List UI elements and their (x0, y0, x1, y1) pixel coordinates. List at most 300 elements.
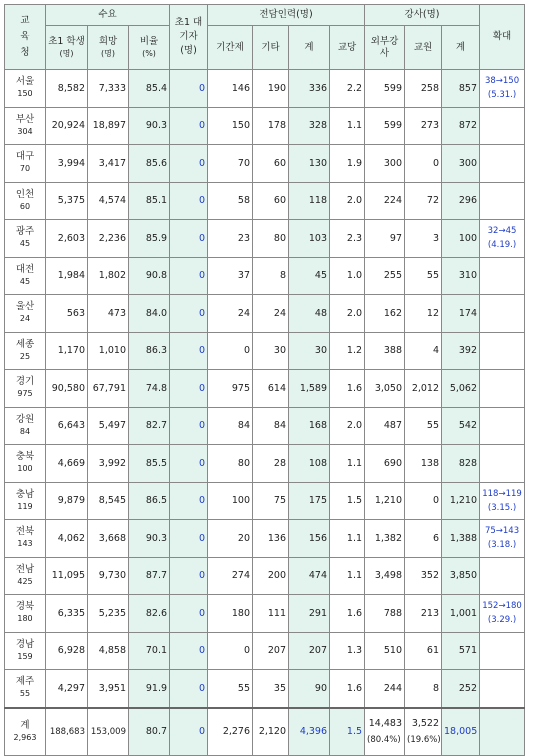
cell-other: 35 (253, 670, 289, 708)
table-row (5, 182, 525, 220)
region-school-count: 45 (19, 276, 31, 286)
total-teacher-value: 3,522 (411, 718, 440, 729)
cell-perschool: 1.0 (330, 257, 365, 295)
cell-hope: 473 (88, 295, 129, 333)
header-hope-label: 희망 (98, 35, 118, 47)
total-external (365, 708, 405, 756)
cell-ratio: 82.6 (129, 595, 170, 633)
header-region: 교육청 (5, 5, 46, 70)
region-name: 광주 (15, 226, 35, 238)
total-external-pct: (80.4%) (367, 735, 401, 745)
cell-lsum: 542 (442, 407, 480, 445)
cell-expand (480, 370, 525, 408)
region-school-count: 60 (19, 201, 31, 211)
cell-other: 207 (253, 632, 289, 670)
cell-ratio: 91.9 (129, 670, 170, 708)
cell-other: 24 (253, 295, 289, 333)
cell-students: 4,062 (46, 520, 88, 558)
cell-lsum: 828 (442, 445, 480, 483)
cell-teacher: 138 (405, 445, 442, 483)
cell-other: 136 (253, 520, 289, 558)
cell-hope: 3,417 (88, 145, 129, 183)
region-school-count: 143 (17, 539, 33, 549)
cell-students: 6,643 (46, 407, 88, 445)
region-cell (5, 182, 46, 220)
cell-sum: 336 (289, 70, 330, 108)
header-ratio-unit: (%) (142, 48, 156, 58)
cell-other: 8 (253, 257, 289, 295)
table-row (5, 370, 525, 408)
cell-fixed: 146 (208, 70, 253, 108)
header-lecturer: 강사(명) (365, 5, 480, 26)
cell-fixed: 20 (208, 520, 253, 558)
cell-expand (480, 670, 525, 708)
cell-other: 178 (253, 107, 289, 145)
region-name: 대구 (15, 151, 35, 163)
cell-waiting: 0 (170, 257, 208, 295)
cell-ratio: 85.9 (129, 220, 170, 258)
cell-waiting: 0 (170, 407, 208, 445)
cell-waiting: 0 (170, 632, 208, 670)
cell-external: 244 (365, 670, 405, 708)
cell-teacher: 55 (405, 407, 442, 445)
cell-teacher: 61 (405, 632, 442, 670)
region-cell (5, 595, 46, 633)
header-demand: 수요 (46, 5, 170, 26)
expand-range: 75→143 (484, 526, 520, 537)
cell-sum: 175 (289, 482, 330, 520)
cell-external: 300 (365, 145, 405, 183)
region-name: 부산 (15, 113, 35, 125)
cell-ratio: 86.3 (129, 332, 170, 370)
cell-ratio: 90.3 (129, 520, 170, 558)
region-school-count: 84 (19, 426, 31, 436)
cell-external: 1,382 (365, 520, 405, 558)
cell-teacher: 273 (405, 107, 442, 145)
total-waiting: 0 (170, 708, 208, 756)
header-expand: 확대 (480, 5, 525, 70)
cell-students: 563 (46, 295, 88, 333)
header-hope (88, 26, 129, 70)
cell-waiting: 0 (170, 182, 208, 220)
cell-ratio: 86.5 (129, 482, 170, 520)
cell-expand (480, 482, 525, 520)
cell-ratio: 87.7 (129, 557, 170, 595)
table-row (5, 407, 525, 445)
region-school-count: 150 (17, 89, 33, 99)
cell-students: 20,924 (46, 107, 88, 145)
cell-waiting: 0 (170, 445, 208, 483)
cell-external: 788 (365, 595, 405, 633)
cell-lsum: 857 (442, 70, 480, 108)
cell-lsum: 174 (442, 295, 480, 333)
cell-teacher: 4 (405, 332, 442, 370)
cell-other: 60 (253, 145, 289, 183)
cell-lsum: 1,210 (442, 482, 480, 520)
cell-other: 30 (253, 332, 289, 370)
region-name: 제주 (15, 676, 35, 688)
region-cell (5, 145, 46, 183)
cell-fixed: 80 (208, 445, 253, 483)
expand-range: 38→150 (484, 76, 520, 87)
expand-range: 32→45 (487, 226, 517, 237)
cell-sum: 207 (289, 632, 330, 670)
region-school-count: 159 (17, 651, 33, 661)
header-hope-unit: (명) (101, 48, 115, 58)
region-cell (5, 482, 46, 520)
cell-hope: 1,010 (88, 332, 129, 370)
cell-teacher: 3 (405, 220, 442, 258)
region-name: 인천 (15, 188, 35, 200)
cell-hope: 3,668 (88, 520, 129, 558)
region-school-count: 25 (19, 351, 31, 361)
table-row (5, 145, 525, 183)
table-row (5, 257, 525, 295)
cell-students: 4,297 (46, 670, 88, 708)
expand-date: (5.31.) (487, 90, 517, 101)
expand-range: 152→180 (482, 601, 522, 612)
cell-perschool: 1.1 (330, 107, 365, 145)
cell-perschool: 2.0 (330, 182, 365, 220)
cell-fixed: 180 (208, 595, 253, 633)
cell-sum: 130 (289, 145, 330, 183)
table-row (5, 520, 525, 558)
cell-hope: 67,791 (88, 370, 129, 408)
cell-hope: 1,802 (88, 257, 129, 295)
header-staff: 전담인력(명) (208, 5, 365, 26)
cell-ratio: 90.8 (129, 257, 170, 295)
cell-waiting: 0 (170, 70, 208, 108)
cell-students: 1,984 (46, 257, 88, 295)
cell-fixed: 150 (208, 107, 253, 145)
cell-teacher: 258 (405, 70, 442, 108)
total-region-cell (5, 708, 46, 756)
cell-external: 3,050 (365, 370, 405, 408)
cell-fixed: 975 (208, 370, 253, 408)
cell-hope: 4,574 (88, 182, 129, 220)
table-row (5, 107, 525, 145)
cell-sum: 156 (289, 520, 330, 558)
cell-external: 510 (365, 632, 405, 670)
cell-expand (480, 407, 525, 445)
cell-lsum: 392 (442, 332, 480, 370)
cell-expand (480, 107, 525, 145)
cell-teacher: 72 (405, 182, 442, 220)
total-per-school: 1.5 (330, 708, 365, 756)
header-first-grade-unit: (명) (59, 48, 74, 58)
region-name: 대전 (15, 263, 35, 275)
cell-fixed: 100 (208, 482, 253, 520)
cell-expand (480, 295, 525, 333)
cell-fixed: 55 (208, 670, 253, 708)
cell-waiting: 0 (170, 370, 208, 408)
total-school-count: 2,963 (13, 732, 37, 742)
cell-fixed: 37 (208, 257, 253, 295)
cell-fixed: 274 (208, 557, 253, 595)
header-waiting-label: 초1 대기자 (174, 17, 203, 42)
cell-other: 190 (253, 70, 289, 108)
cell-external: 487 (365, 407, 405, 445)
cell-external: 1,210 (365, 482, 405, 520)
cell-lsum: 5,062 (442, 370, 480, 408)
cell-hope: 2,236 (88, 220, 129, 258)
region-name: 전북 (15, 526, 35, 538)
region-cell (5, 632, 46, 670)
region-cell (5, 295, 46, 333)
cell-perschool: 1.1 (330, 557, 365, 595)
header-teacher: 교원 (405, 26, 442, 70)
cell-fixed: 0 (208, 632, 253, 670)
expand-date: (4.19.) (487, 240, 517, 251)
cell-students: 2,603 (46, 220, 88, 258)
total-ratio: 80.7 (129, 708, 170, 756)
cell-perschool: 1.5 (330, 482, 365, 520)
total-hope: 153,009 (88, 708, 129, 756)
region-school-count: 70 (19, 164, 31, 174)
total-label: 계 (20, 719, 30, 731)
cell-other: 75 (253, 482, 289, 520)
table-row (5, 482, 525, 520)
table-row (5, 670, 525, 708)
cell-sum: 1,589 (289, 370, 330, 408)
region-name: 서울 (15, 76, 35, 88)
cell-waiting: 0 (170, 145, 208, 183)
cell-teacher: 12 (405, 295, 442, 333)
region-school-count: 425 (17, 576, 33, 586)
cell-other: 60 (253, 182, 289, 220)
cell-ratio: 84.0 (129, 295, 170, 333)
expand-date: (3.15.) (487, 502, 517, 513)
cell-perschool: 2.0 (330, 407, 365, 445)
table-row (5, 445, 525, 483)
table-body (5, 70, 525, 756)
region-name: 강원 (15, 413, 35, 425)
cell-external: 599 (365, 107, 405, 145)
region-school-count: 24 (19, 314, 31, 324)
cell-teacher: 8 (405, 670, 442, 708)
total-expand (480, 708, 525, 756)
cell-hope: 5,235 (88, 595, 129, 633)
cell-sum: 118 (289, 182, 330, 220)
region-cell (5, 220, 46, 258)
region-school-count: 45 (19, 239, 31, 249)
after-school-staff-table (4, 4, 525, 756)
cell-teacher: 0 (405, 482, 442, 520)
cell-perschool: 1.1 (330, 445, 365, 483)
cell-teacher: 352 (405, 557, 442, 595)
region-cell (5, 70, 46, 108)
cell-fixed: 24 (208, 295, 253, 333)
cell-students: 1,170 (46, 332, 88, 370)
cell-external: 599 (365, 70, 405, 108)
cell-students: 90,580 (46, 370, 88, 408)
cell-waiting: 0 (170, 482, 208, 520)
cell-ratio: 82.7 (129, 407, 170, 445)
cell-fixed: 0 (208, 332, 253, 370)
cell-waiting: 0 (170, 520, 208, 558)
header-waiting (170, 5, 208, 70)
cell-sum: 328 (289, 107, 330, 145)
cell-sum: 48 (289, 295, 330, 333)
cell-expand (480, 145, 525, 183)
region-cell (5, 370, 46, 408)
cell-lsum: 300 (442, 145, 480, 183)
cell-waiting: 0 (170, 595, 208, 633)
cell-expand (480, 257, 525, 295)
region-cell (5, 257, 46, 295)
header-first-grade (46, 26, 88, 70)
cell-perschool: 1.3 (330, 632, 365, 670)
cell-lsum: 1,001 (442, 595, 480, 633)
table-row (5, 595, 525, 633)
cell-students: 5,375 (46, 182, 88, 220)
cell-perschool: 2.2 (330, 70, 365, 108)
cell-students: 8,582 (46, 70, 88, 108)
total-teacher (405, 708, 442, 756)
cell-waiting: 0 (170, 332, 208, 370)
cell-sum: 168 (289, 407, 330, 445)
cell-sum: 291 (289, 595, 330, 633)
table-row (5, 332, 525, 370)
cell-other: 614 (253, 370, 289, 408)
cell-expand (480, 445, 525, 483)
region-name: 충북 (15, 451, 35, 463)
region-cell (5, 557, 46, 595)
cell-external: 224 (365, 182, 405, 220)
cell-perschool: 1.1 (330, 520, 365, 558)
region-name: 충남 (15, 488, 35, 500)
cell-hope: 3,992 (88, 445, 129, 483)
cell-ratio: 85.5 (129, 445, 170, 483)
region-cell (5, 407, 46, 445)
cell-lsum: 296 (442, 182, 480, 220)
cell-ratio: 85.4 (129, 70, 170, 108)
cell-expand (480, 332, 525, 370)
region-school-count: 100 (17, 464, 33, 474)
cell-sum: 90 (289, 670, 330, 708)
header-fixed-term: 기간제 (208, 26, 253, 70)
cell-ratio: 70.1 (129, 632, 170, 670)
cell-sum: 45 (289, 257, 330, 295)
cell-sum: 474 (289, 557, 330, 595)
cell-students: 9,879 (46, 482, 88, 520)
region-school-count: 975 (17, 389, 33, 399)
header-waiting-unit: (명) (180, 45, 197, 56)
cell-external: 162 (365, 295, 405, 333)
cell-waiting: 0 (170, 670, 208, 708)
cell-perschool: 1.6 (330, 595, 365, 633)
cell-lsum: 3,850 (442, 557, 480, 595)
region-cell (5, 332, 46, 370)
cell-external: 255 (365, 257, 405, 295)
cell-fixed: 70 (208, 145, 253, 183)
cell-other: 111 (253, 595, 289, 633)
cell-expand (480, 595, 525, 633)
region-cell (5, 670, 46, 708)
total-teacher-pct: (19.6%) (407, 735, 441, 745)
region-cell (5, 107, 46, 145)
table-row (5, 295, 525, 333)
cell-teacher: 6 (405, 520, 442, 558)
region-school-count: 180 (17, 614, 33, 624)
cell-other: 200 (253, 557, 289, 595)
cell-lsum: 252 (442, 670, 480, 708)
cell-lsum: 872 (442, 107, 480, 145)
cell-teacher: 0 (405, 145, 442, 183)
cell-lsum: 100 (442, 220, 480, 258)
cell-expand (480, 182, 525, 220)
cell-hope: 7,333 (88, 70, 129, 108)
table-row (5, 70, 525, 108)
region-school-count: 55 (19, 689, 31, 699)
cell-hope: 18,897 (88, 107, 129, 145)
cell-teacher: 2,012 (405, 370, 442, 408)
header-ratio-label: 비율 (139, 35, 159, 47)
cell-fixed: 84 (208, 407, 253, 445)
header-per-school: 교당 (330, 26, 365, 70)
cell-expand (480, 520, 525, 558)
cell-other: 80 (253, 220, 289, 258)
region-school-count: 119 (17, 501, 33, 511)
cell-sum: 108 (289, 445, 330, 483)
region-name: 경남 (15, 638, 35, 650)
cell-students: 11,095 (46, 557, 88, 595)
cell-perschool: 1.2 (330, 332, 365, 370)
cell-expand (480, 632, 525, 670)
cell-external: 388 (365, 332, 405, 370)
cell-ratio: 90.3 (129, 107, 170, 145)
total-students: 188,683 (46, 708, 88, 756)
cell-perschool: 1.6 (330, 370, 365, 408)
table-row (5, 557, 525, 595)
header-first-grade-label: 초1 학생 (48, 35, 85, 47)
cell-students: 3,994 (46, 145, 88, 183)
cell-waiting: 0 (170, 295, 208, 333)
cell-expand (480, 70, 525, 108)
expand-date: (3.29.) (487, 615, 517, 626)
cell-expand (480, 220, 525, 258)
header-lecturer-sum: 계 (442, 26, 480, 70)
cell-external: 690 (365, 445, 405, 483)
cell-waiting: 0 (170, 557, 208, 595)
cell-lsum: 1,388 (442, 520, 480, 558)
cell-lsum: 571 (442, 632, 480, 670)
region-name: 전남 (15, 563, 35, 575)
total-fixed: 2,276 (208, 708, 253, 756)
expand-date: (3.18.) (487, 540, 517, 551)
cell-sum: 30 (289, 332, 330, 370)
cell-perschool: 2.3 (330, 220, 365, 258)
cell-ratio: 85.1 (129, 182, 170, 220)
total-external-value: 14,483 (368, 718, 403, 729)
header-external: 외부강사 (365, 26, 405, 70)
cell-perschool: 1.9 (330, 145, 365, 183)
cell-other: 84 (253, 407, 289, 445)
cell-perschool: 1.6 (330, 670, 365, 708)
region-school-count: 304 (17, 126, 33, 136)
cell-hope: 9,730 (88, 557, 129, 595)
cell-hope: 5,497 (88, 407, 129, 445)
cell-external: 3,498 (365, 557, 405, 595)
cell-waiting: 0 (170, 107, 208, 145)
cell-fixed: 23 (208, 220, 253, 258)
region-name: 경기 (15, 376, 35, 388)
table-row (5, 632, 525, 670)
cell-students: 6,928 (46, 632, 88, 670)
cell-waiting: 0 (170, 220, 208, 258)
cell-lsum: 310 (442, 257, 480, 295)
header-other: 기타 (253, 26, 289, 70)
